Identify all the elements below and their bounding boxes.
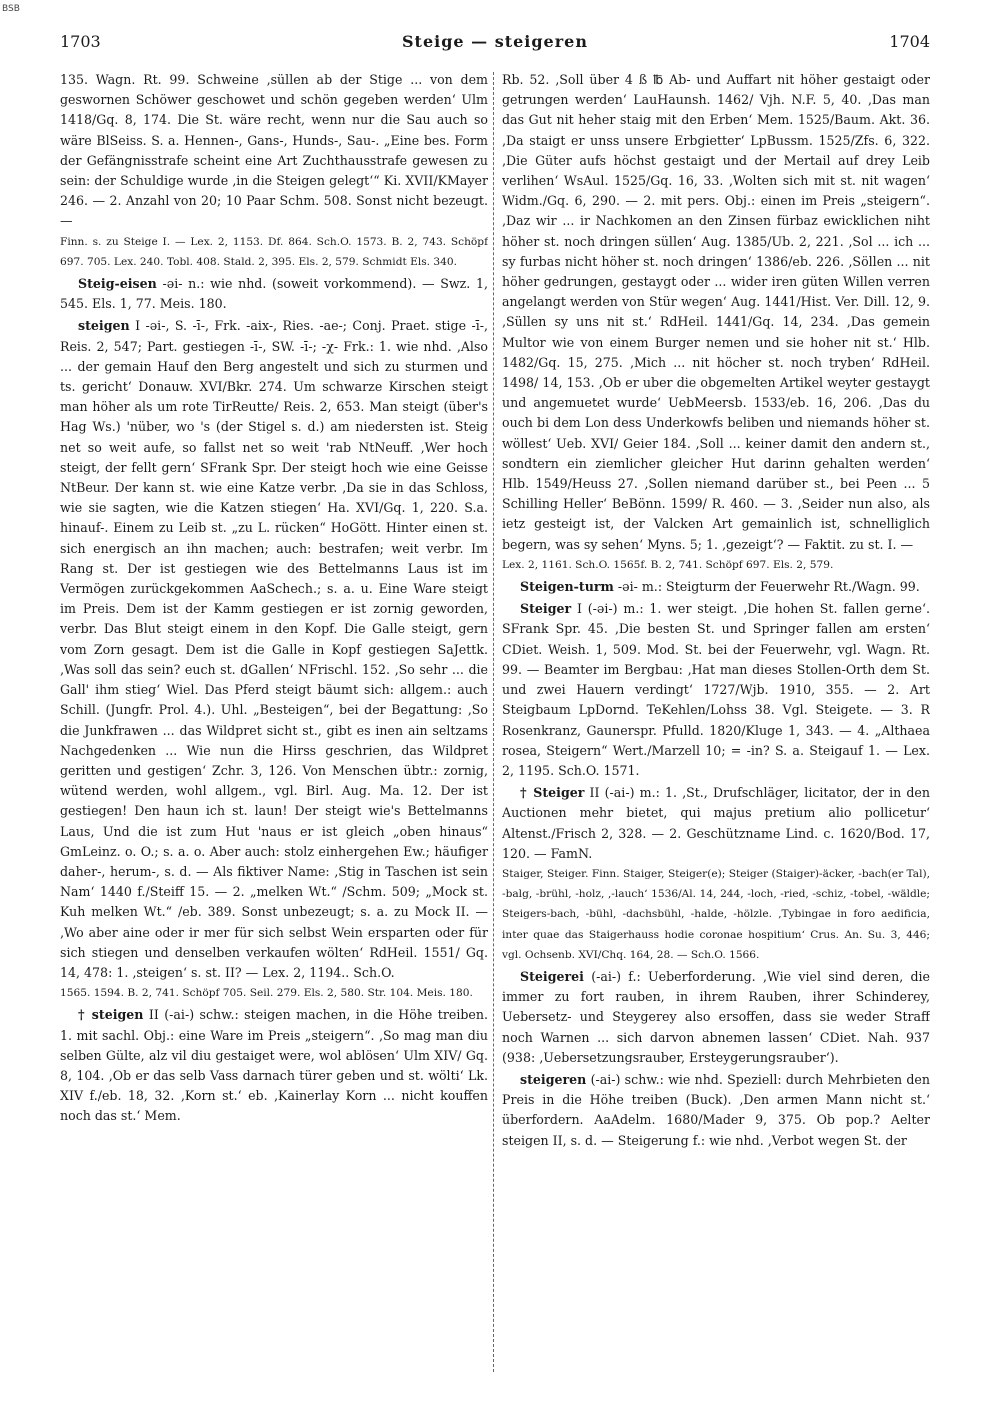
dictionary-entry <box>502 1070 930 1151</box>
entry-body: II (-ai-) schw.: steigen machen, in die Höhe treiben. 1. mit sachl. Obj.: eine Ware im Preis „steigern“. ‚So mag man diu selben Gülte, alz vil diu gestaiget were, wol ablösen‘ Ulm XIV/ Gq. 8, 104. ‚Ob er das selb Vass darnach türer geben und st. wölti‘ Lk. XIV f./eb. 18, 32. ‚Korn st.‘ eb. ‚Kainerlay Korn ... nicht kouffen noch das st.‘ Mem. <box>60 1007 488 1124</box>
entry-body: -əi- n.: wie nhd. (soweit vorkommend). — Swz. 1, 545. Els. 1, 77. Meis. 180. <box>60 276 488 312</box>
reference-block: 1565. 1594. B. 2, 741. Schöpf 705. Seil. 279. Els. 2, 580. Str. 104. Meis. 180. <box>60 987 473 1000</box>
dictionary-entry <box>60 1005 488 1126</box>
page-number-left: 1703 <box>60 32 101 51</box>
page-header <box>60 32 930 54</box>
dictionary-entry <box>502 783 930 864</box>
reference-block: Finn. s. zu Steige I. — Lex. 2, 1153. Df. 864. Sch.O. 1573. B. 2, 743. Schöpf 697. 705. Lex. 240. Tobl. 408. Stald. 2, 395. Els. 2, 579. Schmidt Els. 340. <box>60 235 488 268</box>
right-column <box>502 70 930 1410</box>
dictionary-entry <box>502 577 930 597</box>
running-title: Steige — steigeren <box>402 32 588 51</box>
dictionary-entry <box>502 967 930 1068</box>
reference-block: Staiger, Steiger. Finn. Staiger, Steiger(e); Steiger (Staiger)-äcker, -bach(er Tal), -balg, -brühl, -holz, ‚-lauch‘ 1536/Al. 14, 244, -loch, -ried, -schiz, -tobel, -wäldle; Steigers-bach, -bühl, -dachsbühl, -halde, -hölzle. ‚Tybingae in foro aedificia, inter quae das Staigerhauss hodie coronae hospitium‘ Crus. An. Su. 3, 446; vgl. Ochsenb. XVI/Chq. 164, 28. — Sch.O. 1566. <box>502 867 930 961</box>
entry-headword: steigeren <box>520 1071 587 1087</box>
dictionary-entry <box>502 599 930 781</box>
entry-body: I -əi-, S. -ī-, Frk. -aix-, Ries. -ae-; Conj. Praet. stige -ī-, Reis. 2, 547; Part. gestiegen -ī-, SW. -ī-; -χ- Frk.: 1. wie nhd. ‚Also ... der gemain Hauf den Berg angestelt und sich zu sturmen und ts. gericht‘ Donauw. XVI/Bkr. 274. Um schwarze Kirschen steigt man höher als um rote TirReutte/ Reis. 2, 653. Man steigt (über's Hag Ws.) 'nüber, wo 's (der Stigel s. d.) am niedersten ist. Steig net so weit aufe, so fallst net so weit 'rab NtNeuff. ‚Wer hoch steigt, der fellt gern‘ SFrank Spr. Der steigt hoch wie eine Geisse NtBeur. Der kann st. wie eine Katze verbr. ‚Da sie in das Schloss, wie sie sagten, wie die Katzen stiegen‘ Ha. XVI/Gq. 1, 220. S.a. hinauf-. Einem zu Leib st. „zu L. rücken“ HoGött. Hinter einen st. sich energisch an ihn machen; auch: bestrafen; weit verbr. Im Rang st. Der ist gestiegen wie des Bettelmanns Laus ist im Vermögen zurückgekommen AaSchech.; s. a. u. Eine Ware steigt im Preis. Dem ist der Kamm gestiegen er ist zornig geworden, verbr. Das Blut steigt einem in den Kopf. Die Galle steigt, gern vom Zorn gesagt. Dem ist die Galle in Kopf gestiegen SaJettk. ‚Was soll das sein? euch st. dGallen‘ NFrischl. 152. ‚So sehr ... die Gall' ihm stieg‘ Wiel. Das Pferd steigt bäumt sich: allgem.: auch Schill. (Jungfr. Prol. 4.). Uhl. „Besteigen“, bei der Begattung: ‚So die Junkfrawen ... das Wildpret sicht st., gibt es inen ain seltzams Nachgedenken ... Wie nun die Hirss geschrien, das Wildpret geritten und gestigen‘ Zchr. 3, 126. Von Menschen übtr.: zornig, wütend werden, wohl allgem., vgl. Birl. Aug. Ma. 12. Der ist gestiegen! Den haun ich st. laun! Der steigt wie's Bettelmanns Laus, Und die ist zum Hut 'naus er ist gleich „oben hinaus“ GmLeinz. o. O.; s. a. o. Aber auch: stolz einhergehen Ew.; häufiger daher-, herum-, s. d. — Als fiktiver Name: ‚Stig in Taschen ist sein Nam‘ 1440 f./Steiff 15. — 2. „melken Wt.“ /Schm. 509; „Mock st. Kuh melken Wt.“ /eb. 389. Sonst unbezeugt; s. a. zu Mock II. — ‚Wo aber aine oder ir mer für sich selbst Wein ersparten oder für sich stiegen und denselben verkaufen wölten‘ RdHeil. 1551/ Gq. 14, 478: 1. ‚steigen‘ s. st. II? — Lex. 2, 1194.. Sch.O. <box>60 318 488 980</box>
entry-body: I (-əi-) m.: 1. wer steigt. ‚Die hohen St. fallen gerne‘. SFrank Spr. 45. ‚Die besten St. und Springer fallen am ersten‘ CDiet. Weish. 1, 509. Mod. St. bei der Feuerwehr, vgl. Wagn. Rt. 99. — Beamter im Bergbau: ‚Hat man dieses Stollen-Orth dem St. und zwei Hauern verdingt‘ 1727/Wjb. 1910, 355. — 2. Art Steigbaum LpDornd. TeKehlen/Lohss 38. Vgl. Steigete. — 3. R Rosenkranz, Gaunerspr. Pfulld. 1820/Kluge 1, 343. — 4. „Althaea rosea, Steigern“ Wert./Marzell 10; = -in? S. a. Steigauf 1. — Lex. 2, 1195. Sch.O. 1571. <box>502 601 930 778</box>
column-divider <box>493 72 494 1372</box>
entry-headword: Steigen-turm <box>520 579 614 595</box>
entry-headword: Steiger <box>520 601 572 617</box>
entry-body: -əi- m.: Steigturm der Feuerwehr Rt./Wagn. 99. <box>617 579 920 595</box>
entry-headword: † Steiger <box>520 785 585 801</box>
dictionary-entry <box>60 316 488 983</box>
entry-body: (-ai-) f.: Ueberforderung. ‚Wie viel sind deren, die immer zu fort rauben, in ihrem Rauben, ihrer Schinderey, Uebersetz- und Steygerey also ersoffen, dass sie weder Straff noch Warnen ... sich darvon abnemen lassen‘ CDiet. Nah. 937 (938: ‚Uebersetzungsrauber, Ersteygerungsrauber‘). <box>502 968 930 1065</box>
left-column <box>60 70 488 1410</box>
reference-block: Lex. 2, 1161. Sch.O. 1565f. B. 2, 741. Schöpf 697. Els. 2, 579. <box>502 558 834 571</box>
entry-headword: † steigen <box>78 1007 144 1023</box>
entry-headword: Steigerei <box>520 968 584 984</box>
page-number-right: 1704 <box>889 32 930 51</box>
entry-headword: steigen <box>78 318 130 334</box>
entry-body: II (-ai-) m.: 1. ‚St., Drufschläger, licitator, der in den Auctionen mehr bietet, qui majus pretium alio pollicetur‘ Altenst./Frisch 2, 328. — 2. Geschützname Lind. c. 1620/Bod. 17, 120. — FamN. <box>502 785 930 861</box>
continued-text: 135. Wagn. Rt. 99. Schweine ‚süllen ab der Stige ... von dem geswornen Schöwer geschowet und schön gegeben werden‘ Ulm 1418/Gq. 8, 174. Die St. wäre recht, wenn nur die Sau auch so wäre BlSeiss. S. a. Hennen-, Gans-, Hunds-, Sau-. „Eine bes. Form der Gefängnisstrafe scheint eine Art Zuchthausstrafe gewesen zu sein: der Schuldige wurde ‚in die Steigen gelegt‘“ Ki. XVII/KMayer 246. — 2. Anzahl von 20; 10 Paar Schm. 508. Sonst nicht bezeugt. — <box>60 72 488 229</box>
library-watermark: BSB <box>2 4 20 14</box>
entry-body: (-ai-) schw.: wie nhd. Speziell: durch Mehrbieten den Preis in die Höhe treiben (Buck). ‚Den armen Mann nicht st.‘ überfordern. AaAdelm. 1680/Mader 9, 375. Ob pop.? Aelter steigen II, s. d. — Steigerung f.: wie nhd. ‚Verbot wegen St. der <box>502 1071 930 1148</box>
entry-headword: Steig-eisen <box>78 276 157 292</box>
continued-text: Rb. 52. ‚Soll über 4 ß ℔ Ab- und Auffart nit höher gestaigt oder getrungen werden‘ LauHaunsh. 1462/ Vjh. N.F. 5, 40. ‚Das man das Gut nit heher staig mit den Erben‘ Mem. 1525/Baum. Akt. 36. ‚Da staigt er unss unsere Erbgietter‘ LpBussm. 1525/Zfs. 6, 322. ‚Die Güter aufs höchst gestaigt und der Mertail auf drey Leib verlihen‘ WsAul. 1525/Gq. 16, 33. ‚Wolten sich mit st. nit wagen‘ Widm./Gq. 6, 290. — 2. mit pers. Obj.: einen im Preis „steigern“. ‚Daz wir ... ir Nachkomen an den Zinsen fürbaz ewicklichen niht höher st. noch dringen süllen‘ Aug. 1385/Ub. 2, 221. ‚Sol ... ich ... sy furbas nicht höher st. noch dringen‘ 1386/eb. 226. ‚Söllen ... nit höher gedrungen, gestaygt oder ... wider iren güten Willen verren angelangt werden von Stür wegen‘ Aug. 1441/Hist. Ver. Dill. 12, 9. ‚Süllen sy uns nit st.‘ RdHeil. 1441/Gq. 14, 234. ‚Das gemein Multor wie von einem Burger nemen und sie hoher nit st.‘ Hlb. 1482/Gq. 15, 275. ‚Mich ... nit höcher st. noch tryben‘ RdHeil. 1498/ 14, 153. ‚Ob er uber die obgemelten Artikel weyter gestaygt und angemuetet wurde‘ UebMeersb. 1533/eb. 16, 206. ‚Das du ouch bi dem Lon dess Underkowfs beliben und niemands höher st. wöllest‘ Ueb. XVI/ Geier 184. ‚Soll ... keiner damit den andern st., sondtern ein ziemlicher gleicher Hut darinn gehalten werden‘ Hlb. 1549/Heuss 27. ‚Sollen niemand darüber st., bei Peen ... 5 Schilling Heller‘ BeBönn. 1599/ R. 460. — 3. ‚Seider nun also, als ietz gesteigt ist, der Valcken Art gemainlich ist, schnelliglich begern, was sy sehen‘ Myns. 5; 1. ‚gezeigt‘? — Faktit. zu st. I. — <box>502 72 930 552</box>
dictionary-entry <box>60 274 488 314</box>
